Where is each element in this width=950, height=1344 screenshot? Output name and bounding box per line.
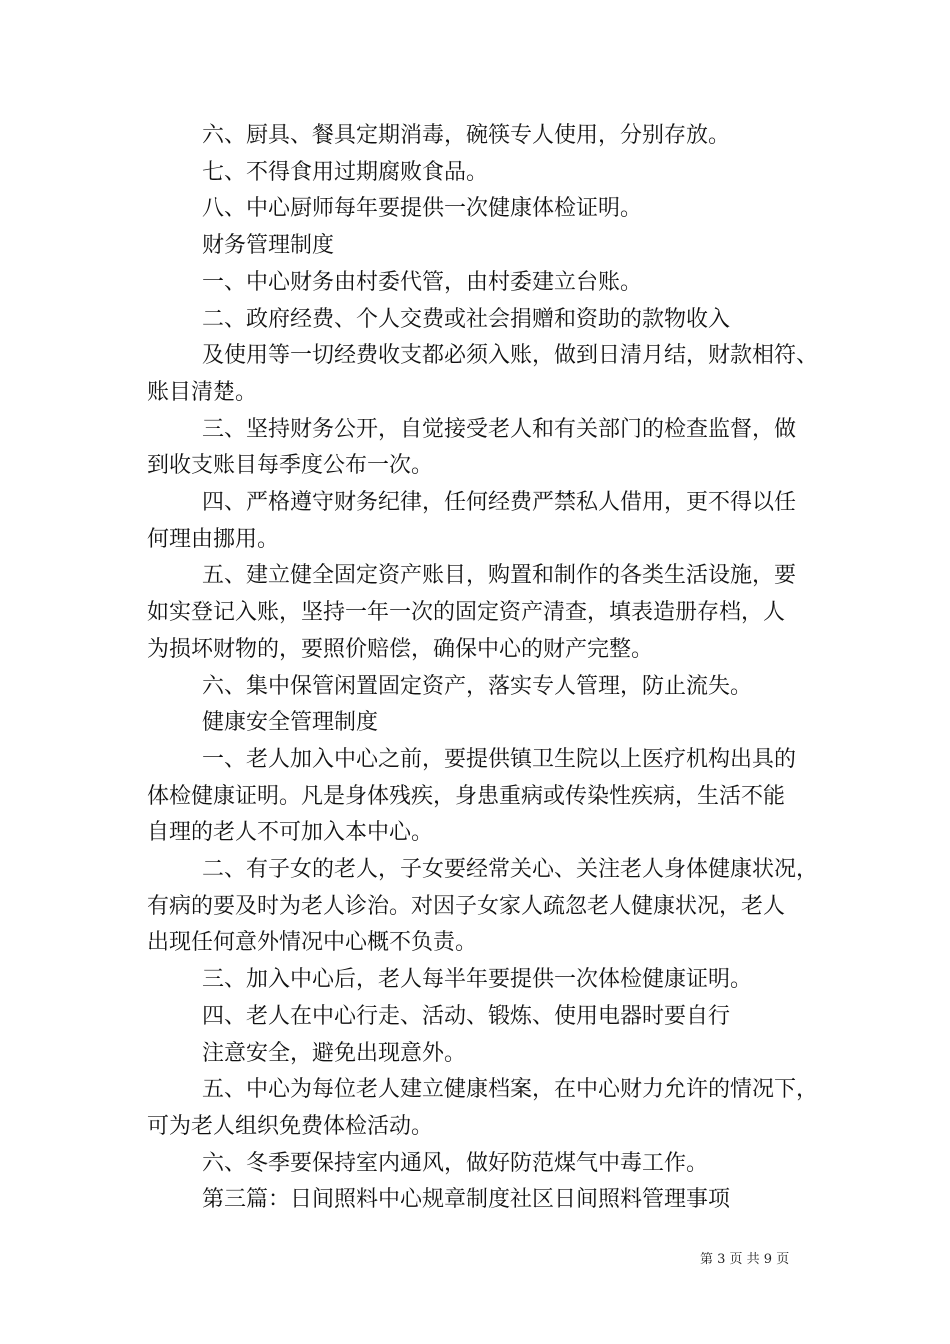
paragraph-line: 四、严格遵守财务纪律，任何经费严禁私人借用，更不得以任: [202, 490, 797, 516]
paragraph-line: 六、厨具、餐具定期消毒，碗筷专人使用，分别存放。: [202, 123, 731, 148]
paragraph-line: 一、中心财务由村委代管，由村委建立台账。: [202, 269, 643, 295]
paragraph-line: 二、有子女的老人，子女要经常关心、关注老人身体健康状况，: [202, 857, 819, 883]
paragraph-line: 为损坏财物的，要照价赔偿，确保中心的财产完整。: [147, 636, 654, 662]
paragraph-line: 二、政府经费、个人交费或社会捐赠和资助的款物收入: [202, 306, 731, 332]
paragraph-line: 体检健康证明。凡是身体残疾，身患重病或传染性疾病，生活不能: [147, 783, 786, 809]
paragraph-line: 七、不得食用过期腐败食品。: [202, 159, 489, 185]
paragraph-line: 注意安全，避免出现意外。: [202, 1040, 467, 1066]
paragraph-line: 到收支账目每季度公布一次。: [147, 453, 434, 479]
paragraph-line: 六、冬季要保持室内通风，做好防范煤气中毒工作。: [202, 1150, 709, 1176]
section-heading-finance: 财务管理制度: [202, 233, 335, 259]
paragraph-line: 三、坚持财务公开，自觉接受老人和有关部门的检查监督，做: [202, 416, 797, 442]
paragraph-line: 八、中心厨师每年要提供一次健康体检证明。: [202, 196, 643, 222]
page-number-footer: 第 3 页 共 9 页: [700, 1252, 790, 1267]
document-body: [147, 118, 837, 1219]
paragraph-line: 自理的老人不可加入本中心。: [147, 820, 434, 846]
paragraph-line: 可为老人组织免费体检活动。: [147, 1113, 434, 1139]
paragraph-line: 一、老人加入中心之前，要提供镇卫生院以上医疗机构出具的: [202, 746, 797, 772]
paragraph-line: 六、集中保管闲置固定资产，落实专人管理，防止流失。: [202, 673, 753, 699]
paragraph-line: 五、中心为每位老人建立健康档案，在中心财力允许的情况下，: [202, 1077, 819, 1103]
paragraph-line: 五、建立健全固定资产账目，购置和制作的各类生活设施，要: [202, 563, 797, 589]
paragraph-line: 三、加入中心后，老人每半年要提供一次体检健康证明。: [202, 967, 753, 993]
paragraph-line: 四、老人在中心行走、活动、锻炼、使用电器时要自行: [202, 1003, 731, 1029]
chapter-heading: 第三篇：日间照料中心规章制度社区日间照料管理事项: [202, 1187, 731, 1213]
paragraph-line: 出现任何意外情况中心概不负责。: [147, 930, 478, 956]
paragraph-line: 有病的要及时为老人诊治。对因子女家人疏忽老人健康状况，老人: [147, 893, 786, 919]
paragraph-line: 何理由挪用。: [147, 526, 280, 552]
section-heading-health-safety: 健康安全管理制度: [202, 710, 379, 736]
paragraph-line: 及使用等一切经费收支都必须入账，做到日清月结，财款相符、: [202, 343, 819, 369]
paragraph-line: 如实登记入账，坚持一年一次的固定资产清查，填表造册存档，人: [147, 600, 786, 626]
paragraph-line: 账目清楚。: [147, 379, 258, 405]
